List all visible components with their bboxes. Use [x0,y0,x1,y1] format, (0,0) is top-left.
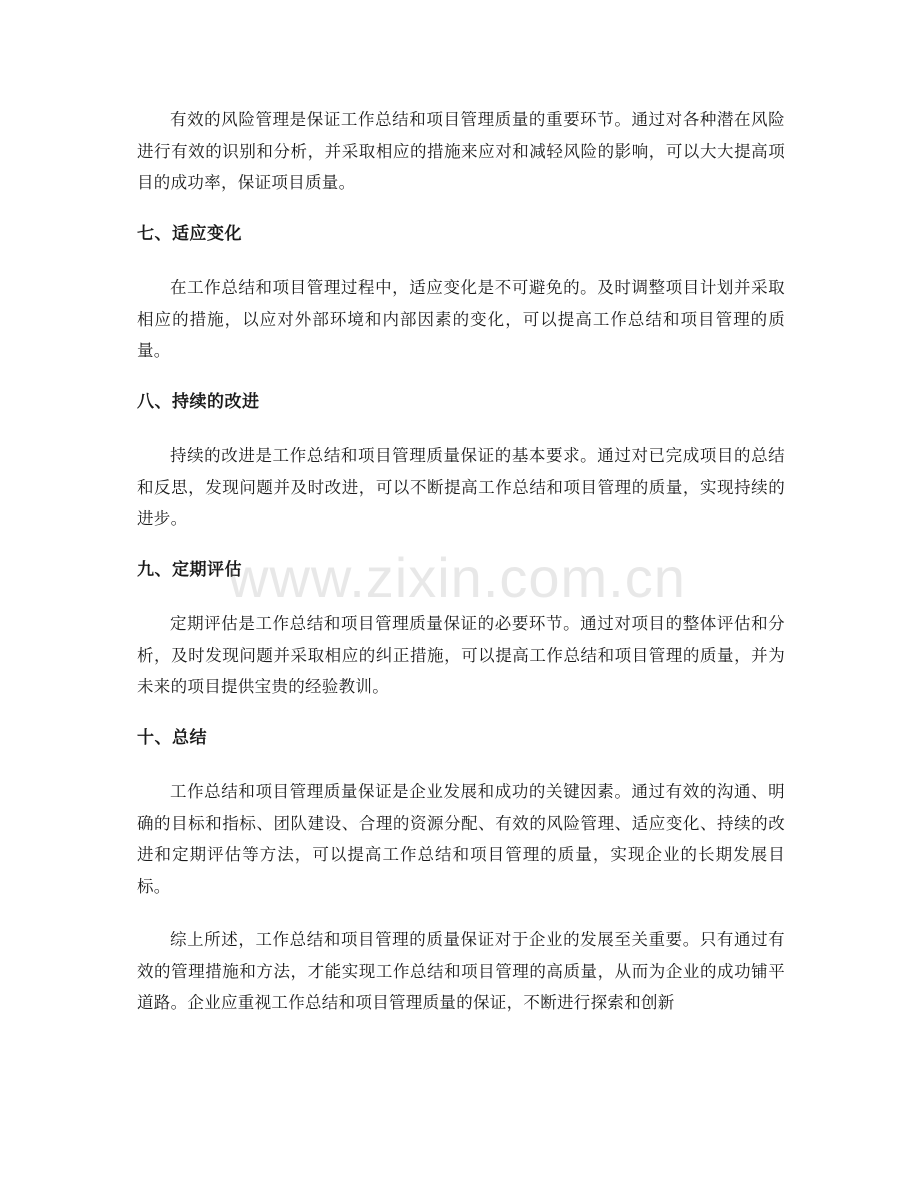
paragraph-periodic-evaluation: 定期评估是工作总结和项目管理质量保证的必要环节。通过对项目的整体评估和分析，及时发现问题并采取相应的纠正措施，可以提高工作总结和项目管理的质量，并为未来的项目提供宝贵的经验教训。 [137,614,785,696]
spacer [137,199,785,219]
document-body [137,104,785,1019]
paragraph-adapt-change: 在工作总结和项目管理过程中，适应变化是不可避免的。及时调整项目计划并采取相应的措施，以应对外部环境和内部因素的变化，可以提高工作总结和项目管理的质量。 [137,278,785,360]
section-heading-10: 十、总结 [137,727,207,748]
spacer [137,418,785,440]
paragraph-conclusion: 综上所述，工作总结和项目管理的质量保证对于企业的发展至关重要。只有通过有效的管理措施和方法，才能实现工作总结和项目管理的高质量，从而为企业的成功铺平道路。企业应重视工作总结和项目管理质量的保证，不断进行探索和创新 [137,930,785,1012]
spacer [137,250,785,272]
paragraph-summary: 工作总结和项目管理质量保证是企业发展和成功的关键因素。通过有效的沟通、明确的目标和指标、团队建设、合理的资源分配、有效的风险管理、适应变化、持续的改进和定期评估等方法，可以提高工作总结和项目管理的质量，实现企业的长期发展目标。 [137,782,785,896]
spacer [137,367,785,387]
watermark-text: www.zixin.com.cn [228,546,686,609]
section-heading-8: 八、持续的改进 [137,391,260,412]
spacer [137,754,785,776]
spacer [137,535,785,555]
spacer [137,902,785,924]
spacer [137,586,785,608]
section-heading-7: 七、适应变化 [137,223,242,244]
paragraph-continuous-improvement: 持续的改进是工作总结和项目管理质量保证的基本要求。通过对已完成项目的总结和反思，发现问题并及时改进，可以不断提高工作总结和项目管理的质量，实现持续的进步。 [137,446,785,528]
section-heading-9: 九、定期评估 [137,559,242,580]
paragraph-risk-management: 有效的风险管理是保证工作总结和项目管理质量的重要环节。通过对各种潜在风险进行有效的识别和分析，并采取相应的措施来应对和减轻风险的影响，可以大大提高项目的成功率，保证项目质量。 [137,110,785,192]
spacer [137,703,785,723]
